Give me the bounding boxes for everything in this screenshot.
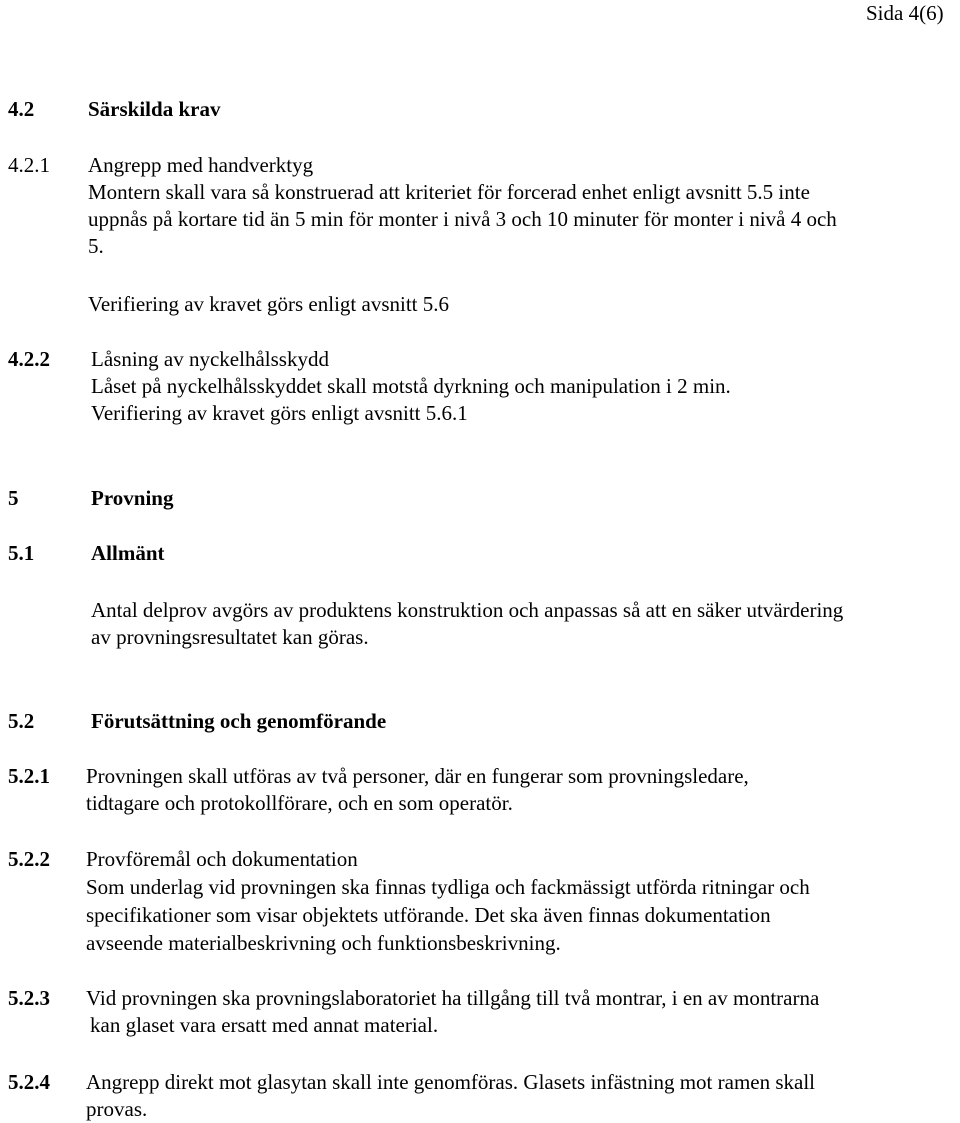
paragraph-line: Antal delprov avgörs av produktens konstruktion och anpassas så att en säker utvärdering [91,598,844,622]
paragraph-line: Montern skall vara så konstruerad att kriteriet för forcerad enhet enligt avsnitt 5.5 inte [88,180,810,204]
chapter-heading: Provning [91,486,174,510]
verification-text: Verifiering av kravet görs enligt avsnitt 5.6.1 [91,401,468,425]
section-heading: Särskilda krav [88,97,221,121]
paragraph-line: avseende materialbeskrivning och funktionsbeskrivning. [86,931,561,955]
chapter-number: 5 [8,486,19,510]
paragraph-line: Som underlag vid provningen ska finnas tydliga och fackmässigt utförda ritningar och [86,875,810,899]
section-heading: Förutsättning och genomförande [91,709,387,733]
paragraph-line: kan glaset vara ersatt med annat material. [90,1013,439,1037]
section-heading: Allmänt [91,541,165,565]
section-title: Låsning av nyckelhålsskydd [91,347,329,371]
paragraph-line: Angrepp direkt mot glasytan skall inte genomföras. Glasets infästning mot ramen skall [86,1070,816,1094]
section-number: 5.1 [8,541,35,565]
section-title: Angrepp med handverktyg [88,153,314,177]
verification-text: Verifiering av kravet görs enligt avsnitt 5.6 [88,292,449,316]
section-number: 5.2.1 [8,764,50,788]
section-number: 4.2 [8,97,35,121]
paragraph-line: tidtagare och protokollförare, och en som operatör. [86,791,513,815]
paragraph-line: Provningen skall utföras av två personer, där en fungerar som provningsledare, [86,764,749,788]
section-number: 4.2.2 [8,347,50,371]
paragraph-line: 5. [88,234,104,258]
paragraph-line: provas. [86,1097,148,1121]
section-title: Provföremål och dokumentation [86,847,358,871]
paragraph-line: av provningsresultatet kan göras. [91,625,369,649]
section-number: 5.2.3 [8,986,50,1010]
section-number: 5.2.4 [8,1070,50,1094]
section-number: 5.2.2 [8,847,50,871]
paragraph-line: Låset på nyckelhålsskyddet skall motstå dyrkning och manipulation i 2 min. [91,374,731,398]
paragraph-line: uppnås på kortare tid än 5 min för monter i nivå 3 och 10 minuter för monter i nivå 4 och [88,207,837,231]
paragraph-line: specifikationer som visar objektets utförande. Det ska även finnas dokumentation [86,903,771,927]
paragraph-line: Vid provningen ska provningslaboratoriet ha tillgång till två montrar, i en av montrarna [86,986,820,1010]
section-number: 4.2.1 [8,153,50,177]
page-number: Sida 4(6) [866,1,944,25]
section-number: 5.2 [8,709,35,733]
